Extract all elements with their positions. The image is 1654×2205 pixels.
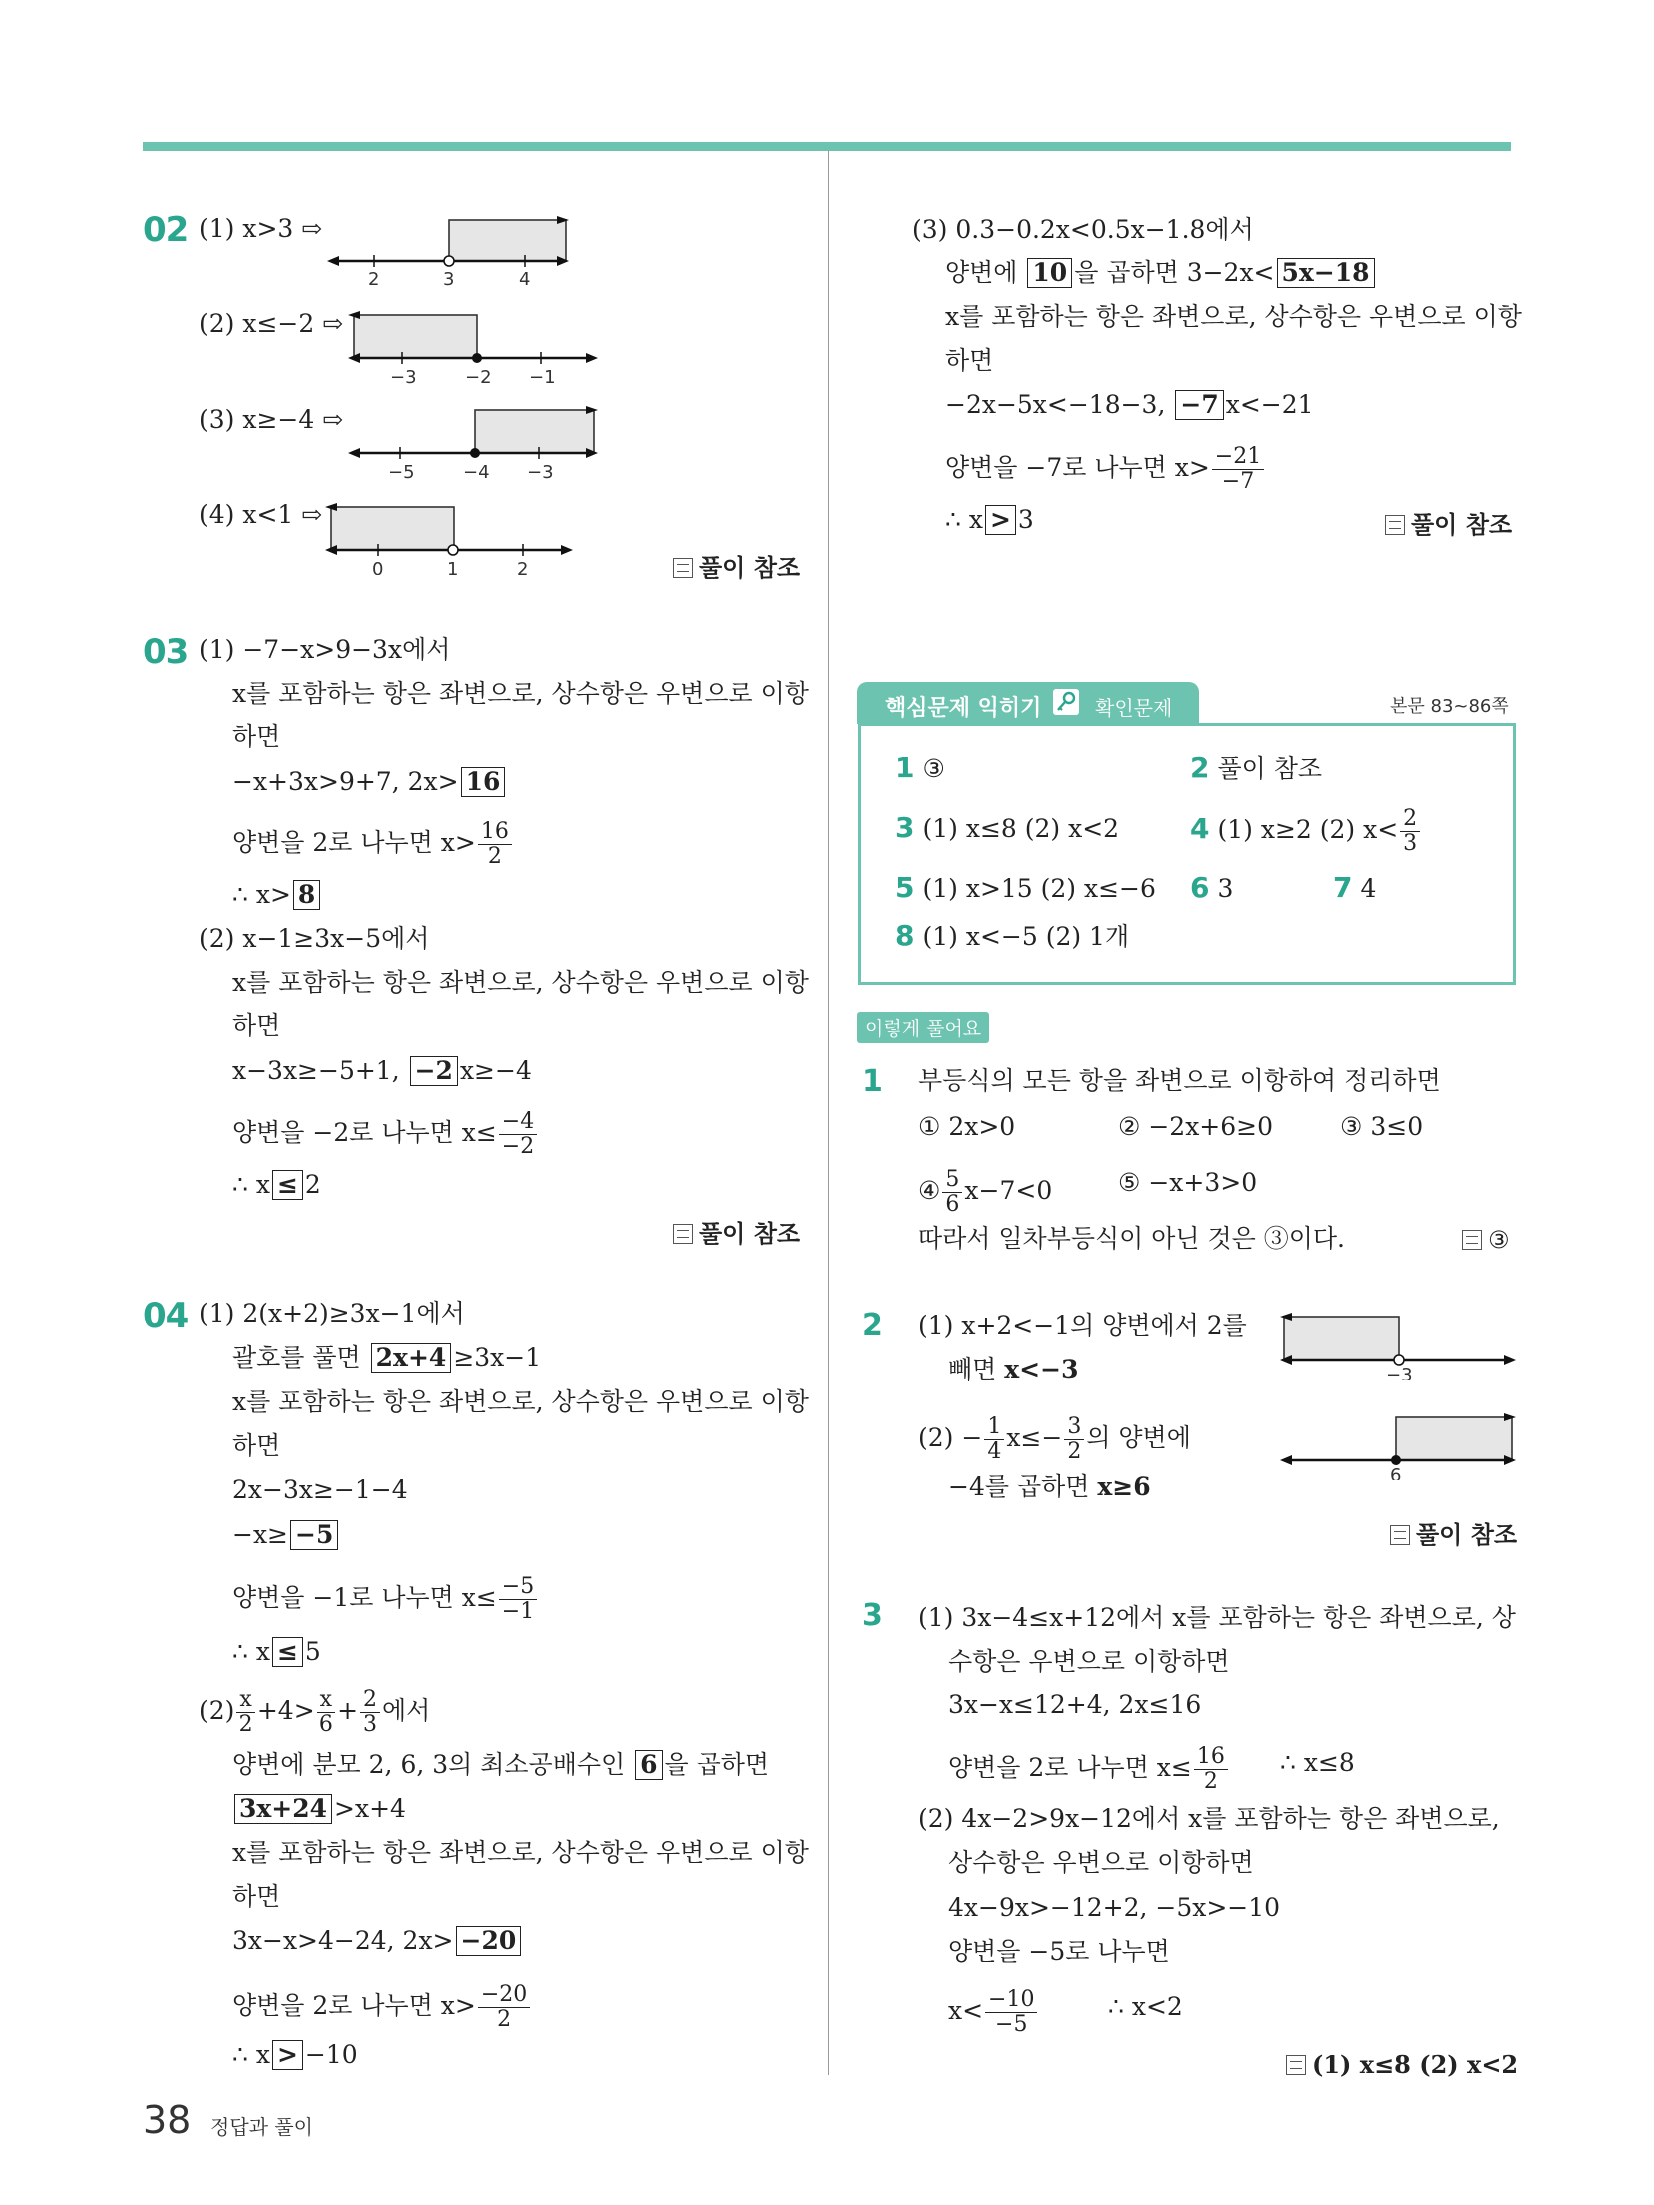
ref-text: 풀이 참조	[699, 554, 801, 582]
text: ∴ x>	[232, 880, 291, 909]
question-number-04: 04	[143, 1296, 189, 1336]
answer-box: 6	[635, 1750, 662, 1780]
text: +4>	[256, 1696, 315, 1725]
text: −4를 곱하면	[948, 1472, 1090, 1501]
text: −x+3x>9+7, 2x>	[232, 767, 459, 796]
question-number-03: 03	[143, 632, 189, 672]
q03-1-line3: 하면	[232, 722, 281, 751]
q04-1-line1: (1) 2(x+2)≥3x−1에서	[199, 1299, 465, 1328]
result: x≥6	[1097, 1472, 1151, 1501]
fraction	[360, 1688, 380, 1737]
text: x<	[948, 1996, 984, 2025]
text: 5	[304, 1637, 321, 1666]
text: ∴ x	[232, 2040, 270, 2069]
text: 양변에	[945, 258, 1018, 287]
page-number: 38	[143, 2098, 192, 2142]
denominator: 3	[1403, 831, 1418, 856]
text: x≥−4	[459, 1056, 532, 1085]
solution-number-2: 2	[862, 1308, 882, 1343]
q03-1-line2: x를 포함하는 항은 좌변으로, 상수항은 우변으로 이항	[232, 679, 809, 708]
numerator: −21	[1212, 445, 1264, 470]
s1-option-3: ③ 3≤0	[1340, 1112, 1424, 1141]
nl2-closed-point	[472, 353, 482, 363]
column-divider	[828, 150, 829, 2075]
numerator: 1	[984, 1415, 1004, 1440]
q02-item-4: (4) x<1 ⇨	[199, 500, 323, 529]
answer-box: 5x−18	[1277, 258, 1375, 288]
q04-1-line3: x를 포함하는 항은 좌변으로, 상수항은 우변으로 이항	[232, 1387, 809, 1416]
q04-1-line5: 2x−3x≥−1−4	[232, 1475, 408, 1504]
answer-number: 6	[1190, 871, 1210, 904]
q02-3-line4: 하면	[945, 346, 994, 375]
text: 양변을 −7로 나누면 x>	[945, 453, 1210, 482]
answer-box: −7	[1175, 390, 1223, 420]
answer-text: (1) x<−5 (2) 1개	[922, 922, 1130, 951]
q03-2-line2: x를 포함하는 항은 좌변으로, 상수항은 우변으로 이항	[232, 968, 809, 997]
s2-line2	[948, 1355, 1078, 1385]
denominator: 3	[363, 1712, 378, 1737]
s2-answer-ref	[1390, 1515, 1517, 1550]
solutions-tag: 이렇게 풀어요	[857, 1012, 989, 1043]
q04-1-line6	[232, 1520, 340, 1550]
q03-answer-ref	[673, 1214, 800, 1249]
q02-item-1: (1) x>3 ⇨	[199, 214, 323, 243]
text: x−3x≥−5+1,	[232, 1056, 400, 1085]
ref-text: 풀이 참조	[1416, 1521, 1518, 1549]
denominator: −7	[1221, 469, 1255, 494]
s2nl2-region	[1396, 1417, 1512, 1460]
s3-line9	[948, 1988, 1039, 2037]
practice-answer-3	[895, 813, 1119, 844]
nl3-label-c: −3	[527, 462, 554, 480]
q03-2-line5	[232, 1110, 539, 1159]
nl1-label-c: 4	[519, 269, 531, 288]
text: (2) −	[918, 1423, 983, 1452]
answer-text: 4	[1360, 874, 1377, 903]
answer-text: ③	[1488, 1226, 1510, 1254]
q02-item-2: (2) x≤−2 ⇨	[199, 309, 344, 338]
q04-2-line4: x를 포함하는 항은 좌변으로, 상수항은 우변으로 이항	[232, 1838, 809, 1867]
q04-1-line2	[232, 1343, 541, 1373]
practice-subtitle: 확인문제	[1095, 696, 1173, 720]
number-line-3	[348, 400, 598, 480]
text: 2	[304, 1170, 321, 1199]
s3-line4b: ∴ x≤8	[1280, 1748, 1355, 1777]
answer-text: 3	[1217, 874, 1234, 903]
practice-answer-2	[1190, 753, 1322, 784]
key-icon-glyph	[1053, 689, 1079, 715]
answer-box: −2	[410, 1056, 458, 1086]
practice-title: 핵심문제 익히기	[885, 696, 1042, 721]
s2nl2-arrow-left	[1280, 1455, 1292, 1465]
question-number-02: 02	[143, 210, 189, 250]
q04-1-line8	[232, 1637, 321, 1667]
s2nl1-arrow-right	[1504, 1355, 1516, 1365]
nl1-label-b: 3	[443, 269, 455, 288]
q04-1-line4: 하면	[232, 1431, 281, 1460]
answer-number: 4	[1190, 812, 1210, 845]
key-icon	[1053, 689, 1079, 715]
numerator: 5	[942, 1168, 962, 1193]
s3-line1: (1) 3x−4≤x+12에서 x를 포함하는 항은 좌변으로, 상	[918, 1603, 1516, 1632]
denominator: 4	[987, 1439, 1002, 1464]
footer-title: 정답과 풀이	[210, 2115, 313, 2139]
practice-answer-1	[895, 753, 945, 784]
number-line-4	[325, 495, 575, 575]
numerator: 16	[1194, 1745, 1228, 1770]
text: 의 양변에	[1086, 1423, 1191, 1452]
nl4-region	[331, 507, 454, 550]
numerator: −20	[478, 1983, 530, 2008]
fraction	[499, 1110, 537, 1159]
s3-line4	[948, 1745, 1230, 1794]
answer-icon	[1286, 2055, 1306, 2075]
q04-1-line7	[232, 1575, 539, 1624]
nl2-region	[354, 315, 477, 358]
answer-icon	[673, 558, 693, 578]
numerator: 2	[360, 1688, 380, 1713]
q02-3-line6	[945, 445, 1266, 494]
fraction	[1194, 1745, 1228, 1794]
denominator: 2	[238, 1712, 253, 1737]
answer-number: 7	[1333, 871, 1353, 904]
nl4-label-b: 1	[447, 559, 459, 575]
numerator: 2	[1400, 807, 1420, 832]
q03-1-line6	[232, 880, 322, 910]
answer-box: 10	[1027, 258, 1072, 288]
s3-line3: 3x−x≤12+4, 2x≤16	[948, 1690, 1202, 1719]
denominator: 2	[497, 2007, 512, 2032]
nl1-label-a: 2	[368, 269, 380, 288]
s2nl1-region	[1284, 1317, 1399, 1360]
denominator: 2	[1203, 1769, 1218, 1794]
answer-icon	[1385, 515, 1405, 535]
numerator: 16	[478, 820, 512, 845]
answer-box: 16	[461, 767, 506, 797]
top-accent-bar	[143, 142, 1511, 151]
text: +	[337, 1696, 359, 1725]
q04-2-line1	[199, 1688, 430, 1737]
nl3-label-b: −4	[463, 462, 490, 480]
fraction	[1212, 445, 1264, 494]
answer-text: (1) x≤8 (2) x<2	[1312, 2050, 1519, 2079]
q02-3-line3	[945, 302, 1522, 332]
text: 3	[1017, 505, 1034, 534]
text: ∴ x	[945, 505, 983, 534]
q03-1-line5	[232, 820, 514, 869]
numerator: 3	[1064, 1415, 1084, 1440]
answer-box: ≤	[272, 1170, 303, 1200]
text: 3x−x>4−24, 2x>	[232, 1926, 454, 1955]
answer-box: ≤	[272, 1637, 303, 1667]
practice-box-title	[857, 682, 1199, 724]
q03-1-line1: (1) −7−x>9−3x에서	[199, 635, 451, 664]
result: x<−3	[1004, 1355, 1079, 1384]
answer-text: (1) x≥2 (2) x<	[1217, 815, 1399, 844]
numerator: −5	[499, 1575, 537, 1600]
text: 양변을 2로 나누면 x>	[232, 828, 476, 857]
text: ∴ x	[232, 1170, 270, 1199]
q02-3-line2	[945, 258, 1377, 288]
denominator: 6	[318, 1712, 333, 1737]
q03-2-line6	[232, 1170, 321, 1200]
nl3-region	[475, 410, 594, 453]
s2nl1-open-point	[1394, 1355, 1404, 1365]
fraction	[478, 1983, 530, 2032]
text: 괄호를 풀면	[232, 1343, 361, 1372]
answer-number: 1	[895, 751, 915, 784]
s1-option-5: ⑤ −x+3>0	[1118, 1168, 1258, 1197]
text: 빼면	[948, 1355, 997, 1384]
number-line-2	[348, 305, 598, 385]
s1-line1: 부등식의 모든 항을 좌변으로 이항하여 정리하면	[918, 1066, 1441, 1095]
q02-item-3: (3) x≥−4 ⇨	[199, 405, 344, 434]
nl4-label-c: 2	[517, 559, 529, 575]
answer-box: 2x+4	[371, 1343, 452, 1373]
text: 에서	[382, 1696, 431, 1725]
s1-answer	[1462, 1226, 1510, 1254]
s3-line2: 수항은 우변으로 이항하면	[948, 1647, 1230, 1676]
text: 양변을 −2로 나누면 x≤	[232, 1118, 497, 1147]
practice-pages: 본문 83~86쪽	[1390, 696, 1509, 717]
nl4-label-a: 0	[372, 559, 384, 575]
denominator: 2	[1067, 1439, 1082, 1464]
q02-3-line5	[945, 390, 1314, 420]
q04-2-line5: 하면	[232, 1882, 281, 1911]
text: 을 곱하면	[664, 1750, 770, 1779]
answer-icon	[1390, 1525, 1410, 1545]
practice-answer-5	[895, 873, 1156, 904]
answer-box: >	[985, 505, 1016, 535]
q03-1-line4	[232, 767, 507, 797]
s2-line3	[918, 1415, 1191, 1464]
fraction	[942, 1168, 962, 1217]
nl3-arrow-left	[348, 448, 360, 458]
text: ≥3x−1	[453, 1343, 542, 1372]
s3-line5: (2) 4x−2>9x−12에서 x를 포함하는 항은 좌변으로,	[918, 1804, 1500, 1833]
practice-answer-box	[858, 723, 1516, 985]
text: 양변을 2로 나누면 x>	[232, 1991, 476, 2020]
nl2-arrow-right	[586, 353, 598, 363]
fraction	[985, 1988, 1037, 2037]
practice-answer-8	[895, 921, 1129, 952]
fraction	[236, 1688, 254, 1737]
text: 양변에 분모 2, 6, 3의 최소공배수인	[232, 1750, 626, 1779]
nl3-closed-point	[470, 448, 480, 458]
text: 양변을 2로 나누면 x≤	[948, 1753, 1192, 1782]
text: x를 포함하는 항은 좌변으로, 상수항은 우변으로 이항	[945, 302, 1522, 331]
q03-2-line4	[232, 1056, 532, 1086]
answer-box: −5	[290, 1520, 338, 1550]
denominator: −2	[501, 1134, 535, 1159]
number-line-1	[325, 210, 570, 288]
q03-2-line3: 하면	[232, 1011, 281, 1040]
q02-3-answer-ref	[1385, 505, 1512, 540]
nl4-arrow-right	[561, 545, 573, 555]
s1-option-1: ① 2x>0	[918, 1112, 1016, 1141]
practice-answer-7	[1333, 873, 1376, 904]
s2-line4	[948, 1472, 1151, 1502]
s3-line6: 상수항은 우변으로 이항하면	[948, 1848, 1254, 1877]
nl4-open-point	[448, 545, 458, 555]
denominator: 2	[487, 844, 502, 869]
fraction	[1400, 807, 1420, 856]
s1-option-2: ② −2x+6≥0	[1118, 1112, 1274, 1141]
s3-answer	[1286, 2050, 1518, 2079]
answer-number: 8	[895, 919, 915, 952]
answer-text: (1) x>15 (2) x≤−6	[922, 874, 1156, 903]
answer-box: >	[272, 2040, 303, 2070]
s3-line9b: ∴ x<2	[1108, 1992, 1183, 2021]
answer-box: 3x+24	[234, 1794, 332, 1824]
answer-number: 5	[895, 871, 915, 904]
text: x−7<0	[964, 1176, 1053, 1205]
nl3-label-a: −5	[388, 462, 415, 480]
text: ∴ x	[232, 1637, 270, 1666]
nl1-open-point	[444, 256, 454, 266]
fraction	[1064, 1415, 1084, 1464]
q04-2-line8	[232, 2040, 358, 2070]
text: x≤−	[1006, 1423, 1063, 1452]
text: −x≥	[232, 1520, 288, 1549]
q04-2-line2	[232, 1750, 769, 1780]
fraction	[478, 820, 512, 869]
s2-number-line-2	[1280, 1405, 1516, 1480]
nl2-label-b: −2	[465, 367, 492, 385]
fraction	[499, 1575, 537, 1624]
practice-answer-6	[1190, 873, 1233, 904]
denominator: 6	[945, 1192, 960, 1217]
text: 양변을 −1로 나누면 x≤	[232, 1583, 497, 1612]
q03-2-line1: (2) x−1≥3x−5에서	[199, 924, 430, 953]
fraction	[984, 1415, 1004, 1464]
q04-2-line7	[232, 1983, 532, 2032]
denominator: −5	[995, 2012, 1028, 2037]
text: >x+4	[334, 1794, 406, 1823]
s2-line1: (1) x+2<−1의 양변에서 2를	[918, 1311, 1247, 1340]
q02-3-line7	[945, 505, 1034, 535]
solution-number-3: 3	[862, 1598, 882, 1633]
text: ④	[918, 1176, 941, 1205]
answer-icon	[673, 1224, 693, 1244]
ref-text: 풀이 참조	[1411, 511, 1513, 539]
text: 을 곱하면 3−2x<	[1074, 258, 1275, 287]
s1-option-4	[918, 1168, 1052, 1217]
q04-2-line3	[232, 1794, 406, 1824]
answer-box: −20	[456, 1926, 522, 1956]
answer-text: (1) x≤8 (2) x<2	[922, 814, 1120, 843]
answer-number: 3	[895, 811, 915, 844]
denominator: −1	[501, 1599, 535, 1624]
nl2-label-c: −1	[529, 367, 556, 385]
solution-number-1: 1	[862, 1064, 882, 1099]
nl1-region	[449, 220, 566, 261]
numerator: x	[317, 1688, 335, 1713]
answer-number: 2	[1190, 751, 1210, 784]
q04-2-line6	[232, 1926, 523, 1956]
numerator: −4	[499, 1110, 537, 1135]
answer-text: ③	[922, 754, 945, 783]
s1-line4: 따라서 일차부등식이 아닌 것은 ③이다.	[918, 1224, 1345, 1253]
ref-text: 풀이 참조	[699, 1220, 801, 1248]
q02-3-line1: (3) 0.3−0.2x<0.5x−1.8에서	[912, 215, 1254, 244]
answer-box: 8	[293, 880, 320, 910]
s2nl2-closed-point	[1391, 1455, 1401, 1465]
text: −10	[304, 2040, 358, 2069]
text: x<−21	[1225, 390, 1314, 419]
nl2-label-a: −3	[390, 367, 417, 385]
text: (2)	[199, 1696, 235, 1725]
q02-answer-ref	[673, 548, 800, 583]
s2-number-line-1	[1280, 1305, 1516, 1380]
s3-line7: 4x−9x>−12+2, −5x>−10	[948, 1893, 1281, 1922]
s3-line8: 양변을 −5로 나누면	[948, 1937, 1170, 1966]
practice-answer-4	[1190, 807, 1422, 856]
answer-icon	[1462, 1230, 1482, 1250]
s2nl1-label: −3	[1386, 1365, 1413, 1380]
text: −2x−5x<−18−3,	[945, 390, 1166, 419]
answer-text: 풀이 참조	[1217, 754, 1323, 783]
s2nl2-label: 6	[1390, 1465, 1402, 1480]
nl1-arrow-left	[327, 256, 339, 266]
fraction	[317, 1688, 335, 1737]
numerator: x	[236, 1688, 254, 1713]
numerator: −10	[985, 1988, 1037, 2013]
